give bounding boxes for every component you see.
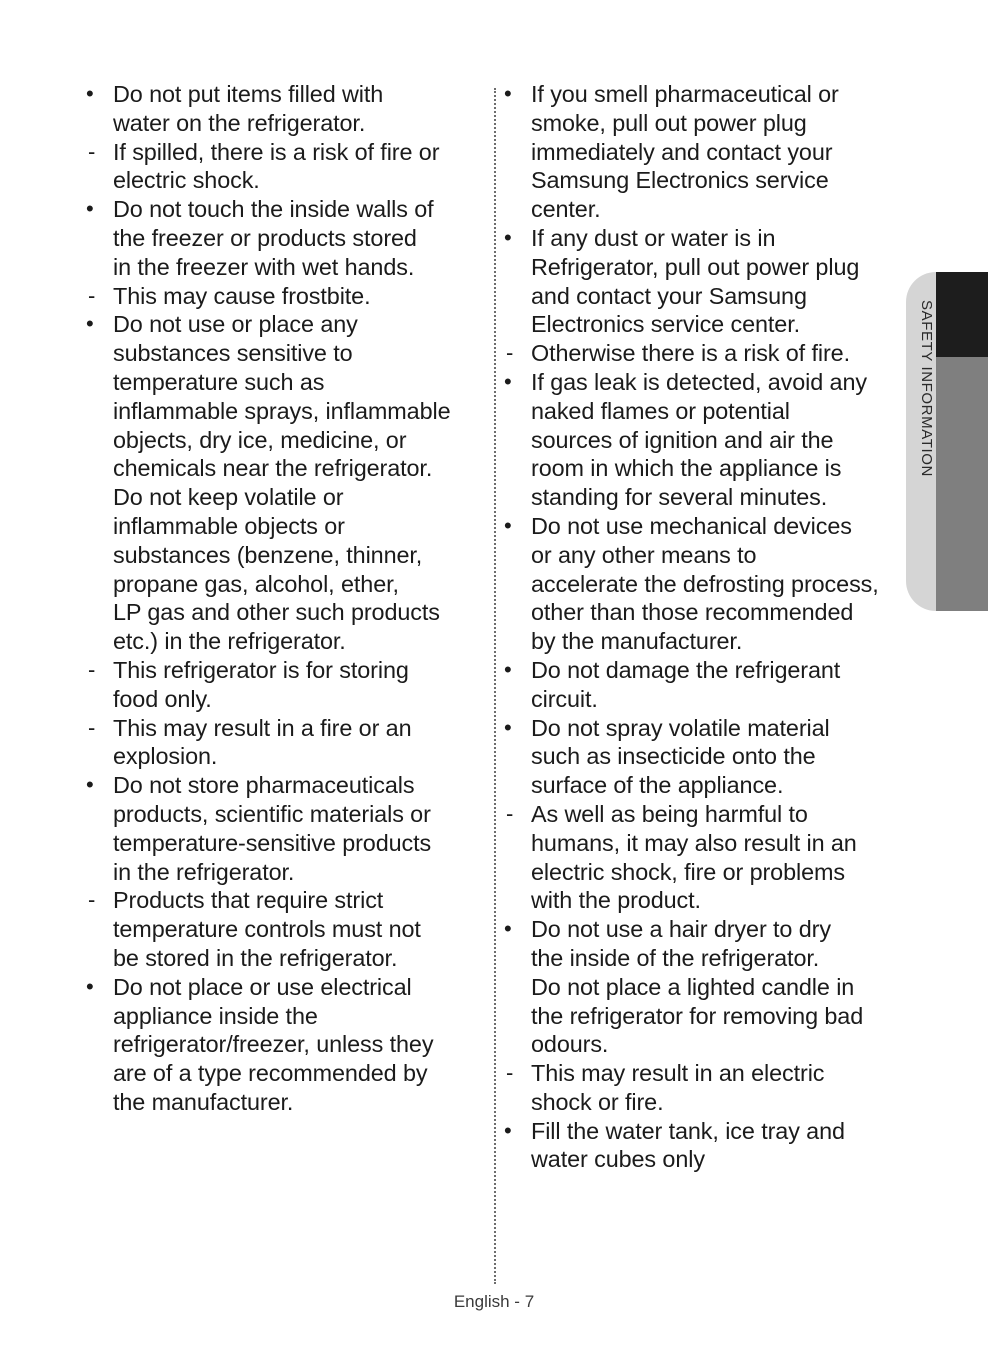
dash-note xyxy=(86,138,486,196)
bullet-icon: • xyxy=(504,714,512,740)
text-line: smoke, pull out power plug xyxy=(531,109,807,136)
right-column xyxy=(504,80,914,1174)
bullet-icon: • xyxy=(504,656,512,682)
bullet-item xyxy=(504,224,914,339)
bullet-icon: • xyxy=(504,81,512,106)
text-line: temperature such as xyxy=(113,368,325,395)
text-line: If spilled, there is a risk of fire or xyxy=(113,138,440,165)
text-line: immediately and contact your xyxy=(531,138,833,165)
bullet-icon: • xyxy=(86,196,94,222)
text-line: temperature-sensitive products xyxy=(113,829,432,856)
text-line: Do not use mechanical devices xyxy=(531,512,852,539)
text-line: Products that require strict xyxy=(113,887,384,914)
bullet-item xyxy=(86,771,486,886)
side-tab-label: SAFETY INFORMATION xyxy=(918,300,935,477)
text-line: explosion. xyxy=(113,743,218,770)
text-line: water on the refrigerator. xyxy=(113,109,366,136)
bullet-icon: • xyxy=(86,311,94,337)
text-line: refrigerator/freezer, unless they xyxy=(113,1031,434,1058)
text-line: surface of the appliance. xyxy=(531,772,784,799)
text-line: the freezer or products stored xyxy=(113,224,417,251)
text-line: accelerate the defrosting process, xyxy=(531,570,879,597)
text-line: other than those recommended xyxy=(531,599,854,626)
text-line: This refrigerator is for storing xyxy=(113,656,409,683)
bullet-item xyxy=(86,973,486,1117)
text-line: and contact your Samsung xyxy=(531,282,807,309)
dash-icon: - xyxy=(88,887,96,913)
dash-icon: - xyxy=(506,800,514,826)
text-line: Do not spray volatile material xyxy=(531,714,830,741)
dash-note xyxy=(86,656,486,714)
dash-icon: - xyxy=(88,656,96,682)
bullet-item xyxy=(504,512,914,656)
text-line: food only. xyxy=(113,685,212,712)
text-line: Do not use or place any xyxy=(113,311,358,338)
bullet-item xyxy=(504,1117,914,1175)
text-line: shock or fire. xyxy=(531,1088,664,1115)
bullet-item xyxy=(504,714,914,800)
bullet-icon: • xyxy=(86,81,94,106)
text-line: the manufacturer. xyxy=(113,1088,294,1115)
text-line: Fill the water tank, ice tray and xyxy=(531,1117,845,1144)
dash-note xyxy=(504,1059,914,1117)
column-divider xyxy=(494,88,496,1284)
text-line: etc.) in the refrigerator. xyxy=(113,628,346,655)
dash-icon: - xyxy=(88,714,96,740)
dash-note xyxy=(86,282,486,311)
dash-icon: - xyxy=(88,138,96,164)
bullet-item xyxy=(86,80,486,138)
text-line: This may cause frostbite. xyxy=(113,282,371,309)
text-line: If any dust or water is in xyxy=(531,224,776,251)
text-line: in the refrigerator. xyxy=(113,858,295,885)
dash-icon: - xyxy=(506,340,514,366)
text-line: the refrigerator for removing bad xyxy=(531,1002,864,1029)
bullet-icon: • xyxy=(504,224,512,250)
text-line: Do not keep volatile or xyxy=(113,484,344,511)
text-line: LP gas and other such products xyxy=(113,599,440,626)
text-line: chemicals near the refrigerator. xyxy=(113,455,433,482)
text-line: Do not damage the refrigerant xyxy=(531,656,841,683)
text-line: objects, dry ice, medicine, or xyxy=(113,426,407,453)
side-tab-dark-block xyxy=(936,272,988,357)
text-line: Electronics service center. xyxy=(531,311,800,338)
bullet-item xyxy=(86,310,486,656)
text-line: room in which the appliance is xyxy=(531,455,842,482)
text-line: in the freezer with wet hands. xyxy=(113,253,415,280)
bullet-item xyxy=(504,80,914,224)
dash-icon: - xyxy=(506,1060,514,1086)
text-line: This may result in an electric xyxy=(531,1060,825,1087)
text-line: Do not put items filled with xyxy=(113,81,384,107)
bullet-item xyxy=(504,656,914,714)
dash-note xyxy=(86,714,486,772)
text-line: Do not store pharmaceuticals xyxy=(113,772,415,799)
text-line: Do not place a lighted candle in xyxy=(531,973,855,1000)
text-line: If you smell pharmaceutical or xyxy=(531,81,839,107)
text-line: odours. xyxy=(531,1031,609,1058)
text-line: inflammable sprays, inflammable xyxy=(113,397,451,424)
text-line: standing for several minutes. xyxy=(531,484,828,511)
text-line: Otherwise there is a risk of fire. xyxy=(531,340,850,367)
text-line: If gas leak is detected, avoid any xyxy=(531,368,867,395)
text-line: or any other means to xyxy=(531,541,757,568)
text-line: naked flames or potential xyxy=(531,397,790,424)
text-line: Do not place or use electrical xyxy=(113,973,412,1000)
text-line: propane gas, alcohol, ether, xyxy=(113,570,399,597)
text-line: are of a type recommended by xyxy=(113,1060,428,1087)
text-line: Do not touch the inside walls of xyxy=(113,196,434,223)
left-column xyxy=(86,80,486,1117)
text-line: electric shock, fire or problems xyxy=(531,858,845,885)
side-tab-gray-block xyxy=(936,357,988,611)
dash-note xyxy=(504,339,914,368)
text-line: with the product. xyxy=(531,887,701,914)
dash-note xyxy=(86,886,486,972)
bullet-icon: • xyxy=(504,916,512,942)
text-line: Refrigerator, pull out power plug xyxy=(531,253,860,280)
bullet-icon: • xyxy=(504,512,512,538)
text-line: products, scientific materials or xyxy=(113,800,431,827)
bullet-icon: • xyxy=(86,772,94,798)
text-line: Do not use a hair dryer to dry xyxy=(531,916,831,943)
text-line: circuit. xyxy=(531,685,598,712)
text-line: water cubes only xyxy=(531,1146,705,1173)
bullet-item xyxy=(504,368,914,512)
dash-note xyxy=(504,800,914,915)
bullet-item xyxy=(504,915,914,1059)
text-line: be stored in the refrigerator. xyxy=(113,944,398,971)
bullet-icon: • xyxy=(86,973,94,999)
text-line: This may result in a fire or an xyxy=(113,714,412,741)
page-footer: English - 7 xyxy=(453,1292,535,1311)
text-line: appliance inside the xyxy=(113,1002,318,1029)
text-line: Samsung Electronics service xyxy=(531,167,829,194)
bullet-icon: • xyxy=(504,368,512,394)
text-line: humans, it may also result in an xyxy=(531,829,857,856)
text-line: by the manufacturer. xyxy=(531,628,743,655)
text-line: inflammable objects or xyxy=(113,512,345,539)
text-line: sources of ignition and air the xyxy=(531,426,834,453)
bullet-icon: • xyxy=(504,1117,512,1143)
dash-icon: - xyxy=(88,282,96,308)
text-line: electric shock. xyxy=(113,167,260,194)
text-line: As well as being harmful to xyxy=(531,800,808,827)
text-line: temperature controls must not xyxy=(113,916,421,943)
text-line: such as insecticide onto the xyxy=(531,743,816,770)
text-line: substances (benzene, thinner, xyxy=(113,541,423,568)
text-line: center. xyxy=(531,196,601,223)
bullet-item xyxy=(86,195,486,281)
text-line: the inside of the refrigerator. xyxy=(531,944,820,971)
text-line: substances sensitive to xyxy=(113,340,353,367)
